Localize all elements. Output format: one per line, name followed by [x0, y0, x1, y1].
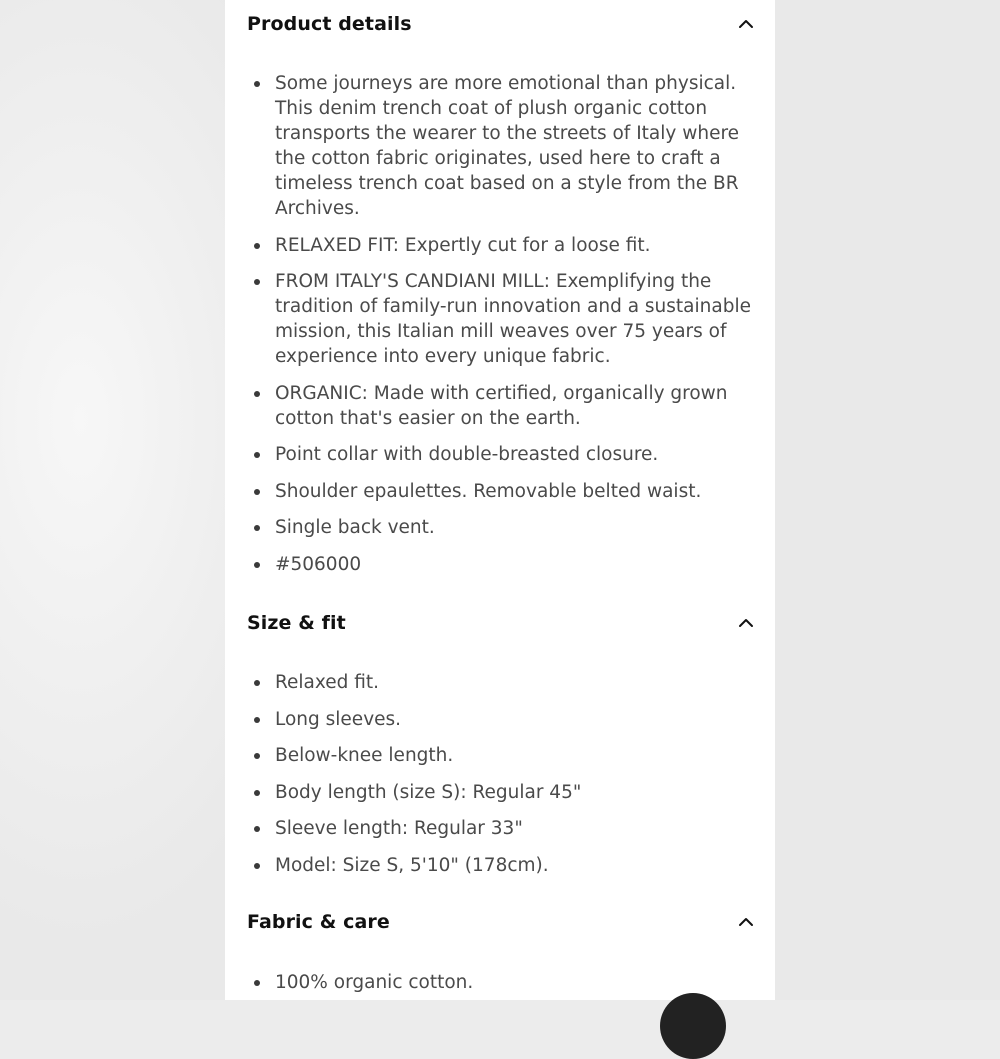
- list-item: #506000: [225, 552, 775, 577]
- list-item: Relaxed fit.: [225, 670, 775, 695]
- list-item: Sleeve length: Regular 33": [225, 816, 775, 841]
- list-item: Body length (size S): Regular 45": [225, 780, 775, 805]
- size-fit-header[interactable]: [247, 603, 755, 643]
- product-info-panel: [225, 0, 775, 1000]
- fabric-care-title: Fabric & care: [247, 911, 390, 933]
- list-item: Long sleeves.: [225, 707, 775, 732]
- product-details-list: [225, 71, 775, 588]
- fabric-care-header[interactable]: [247, 902, 755, 942]
- list-item: FROM ITALY'S CANDIANI MILL: Exemplifying the tradition of family-run innovation and a sustainable mission, this Italian mill weaves over 75 years of experience into every unique fabric.: [225, 269, 775, 369]
- list-item: 100% organic cotton.: [225, 970, 775, 995]
- list-item: RELAXED FIT: Expertly cut for a loose fit.: [225, 233, 775, 258]
- size-fit-list: [225, 670, 775, 889]
- product-details-header[interactable]: [247, 4, 755, 44]
- chevron-up-icon[interactable]: [737, 15, 755, 33]
- size-fit-title: Size & fit: [247, 612, 346, 634]
- chat-button[interactable]: [660, 993, 726, 1059]
- list-item: ORGANIC: Made with certified, organically grown cotton that's easier on the earth.: [225, 381, 775, 431]
- list-item: Shoulder epaulettes. Removable belted waist.: [225, 479, 775, 504]
- list-item: Model: Size S, 5'10" (178cm).: [225, 853, 775, 878]
- list-item: Point collar with double-breasted closure.: [225, 442, 775, 467]
- product-details-title: Product details: [247, 13, 412, 35]
- list-item: Single back vent.: [225, 515, 775, 540]
- list-item: Some journeys are more emotional than physical. This denim trench coat of plush organic cotton transports the wearer to the streets of Italy where the cotton fabric originates, used here to craft a timeless trench coat based on a style from the BR Archives.: [225, 71, 775, 221]
- list-item: Below-knee length.: [225, 743, 775, 768]
- chevron-up-icon[interactable]: [737, 614, 755, 632]
- chevron-up-icon[interactable]: [737, 913, 755, 931]
